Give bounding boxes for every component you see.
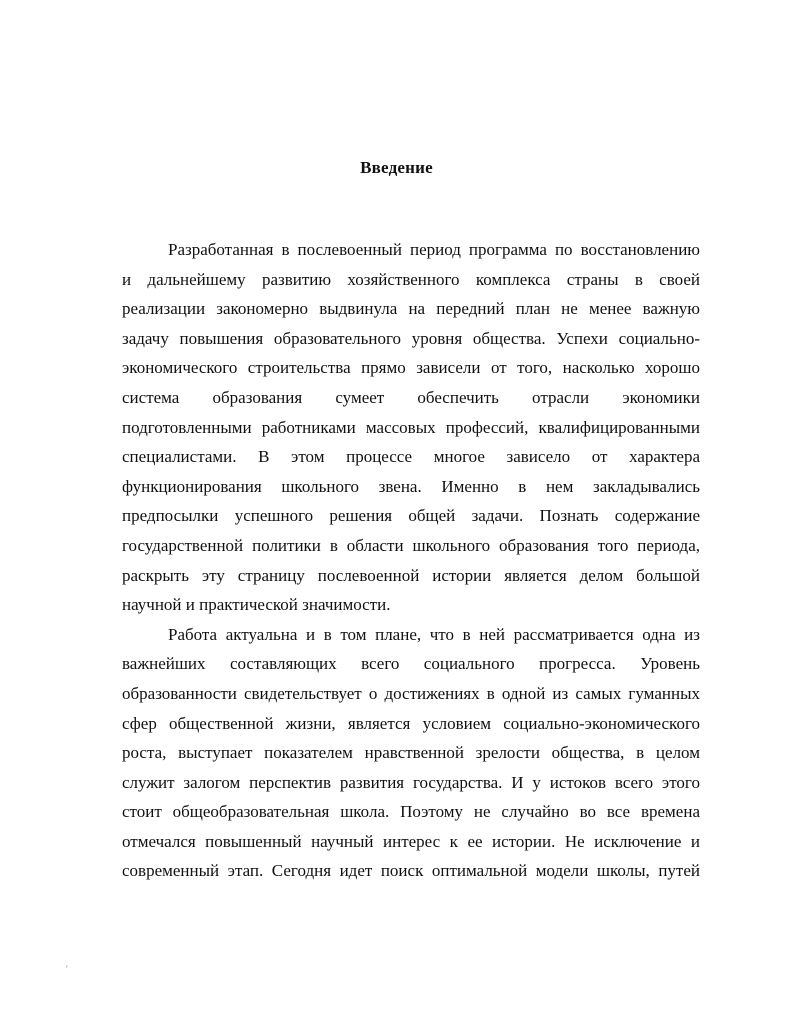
text-line: стоит общеобразовательная школа. Поэтому не случайно во все времена	[122, 802, 700, 822]
text-line: экономического строительства прямо зависели от того, насколько хорошо	[122, 358, 700, 378]
text-line: подготовленными работниками массовых профессий, квалифицированными	[122, 417, 700, 437]
text-line: роста, выступает показателем нравственной зрелости общества, в целом	[122, 743, 700, 763]
text-line: задачу повышения образовательного уровня общества. Успехи социально-	[122, 328, 700, 348]
text-line: научной и практической значимости.	[122, 595, 391, 615]
text-line: система образования сумеет обеспечить отрасли экономики	[122, 387, 700, 407]
text-line: предпосылки успешного решения общей задачи. Познать содержание	[122, 506, 700, 526]
page-title: Введение	[360, 158, 433, 177]
text-line: Разработанная в послевоенный период программа по восстановлению	[168, 240, 700, 259]
text-line: государственной политики в области школьного образования того периода,	[122, 535, 700, 555]
text-line: важнейших составляющих всего социального прогресса. Уровень	[122, 654, 700, 674]
text-line: образованности свидетельствует о достижениях в одной из самых гуманных	[122, 683, 700, 703]
text-line: и дальнейшему развитию хозяйственного комплекса страны в своей	[122, 269, 700, 289]
text-line: служит залогом перспектив развития государства. И у истоков всего этого	[122, 772, 700, 792]
text-line: сфер общественной жизни, является условием социально-экономического	[122, 713, 700, 733]
text-line: Работа актуальна и в том плане, что в ней рассматривается одна из	[168, 624, 700, 644]
text-line: функционирования школьного звена. Именно в нем закладывались	[122, 476, 700, 496]
scan-speck: ′	[66, 964, 68, 974]
text-line: специалистами. В этом процессе многое зависело от характера	[122, 447, 700, 467]
text-line: реализации закономерно выдвинула на передний план не менее важную	[122, 299, 700, 319]
text-line: современный этап. Сегодня идет поиск оптимальной модели школы, путей	[122, 861, 700, 881]
text-line: раскрыть эту страницу послевоенной истории является делом большой	[122, 565, 700, 585]
text-line: отмечался повышенный научный интерес к ее истории. Не исключение и	[122, 831, 700, 851]
document-body	[122, 235, 700, 886]
